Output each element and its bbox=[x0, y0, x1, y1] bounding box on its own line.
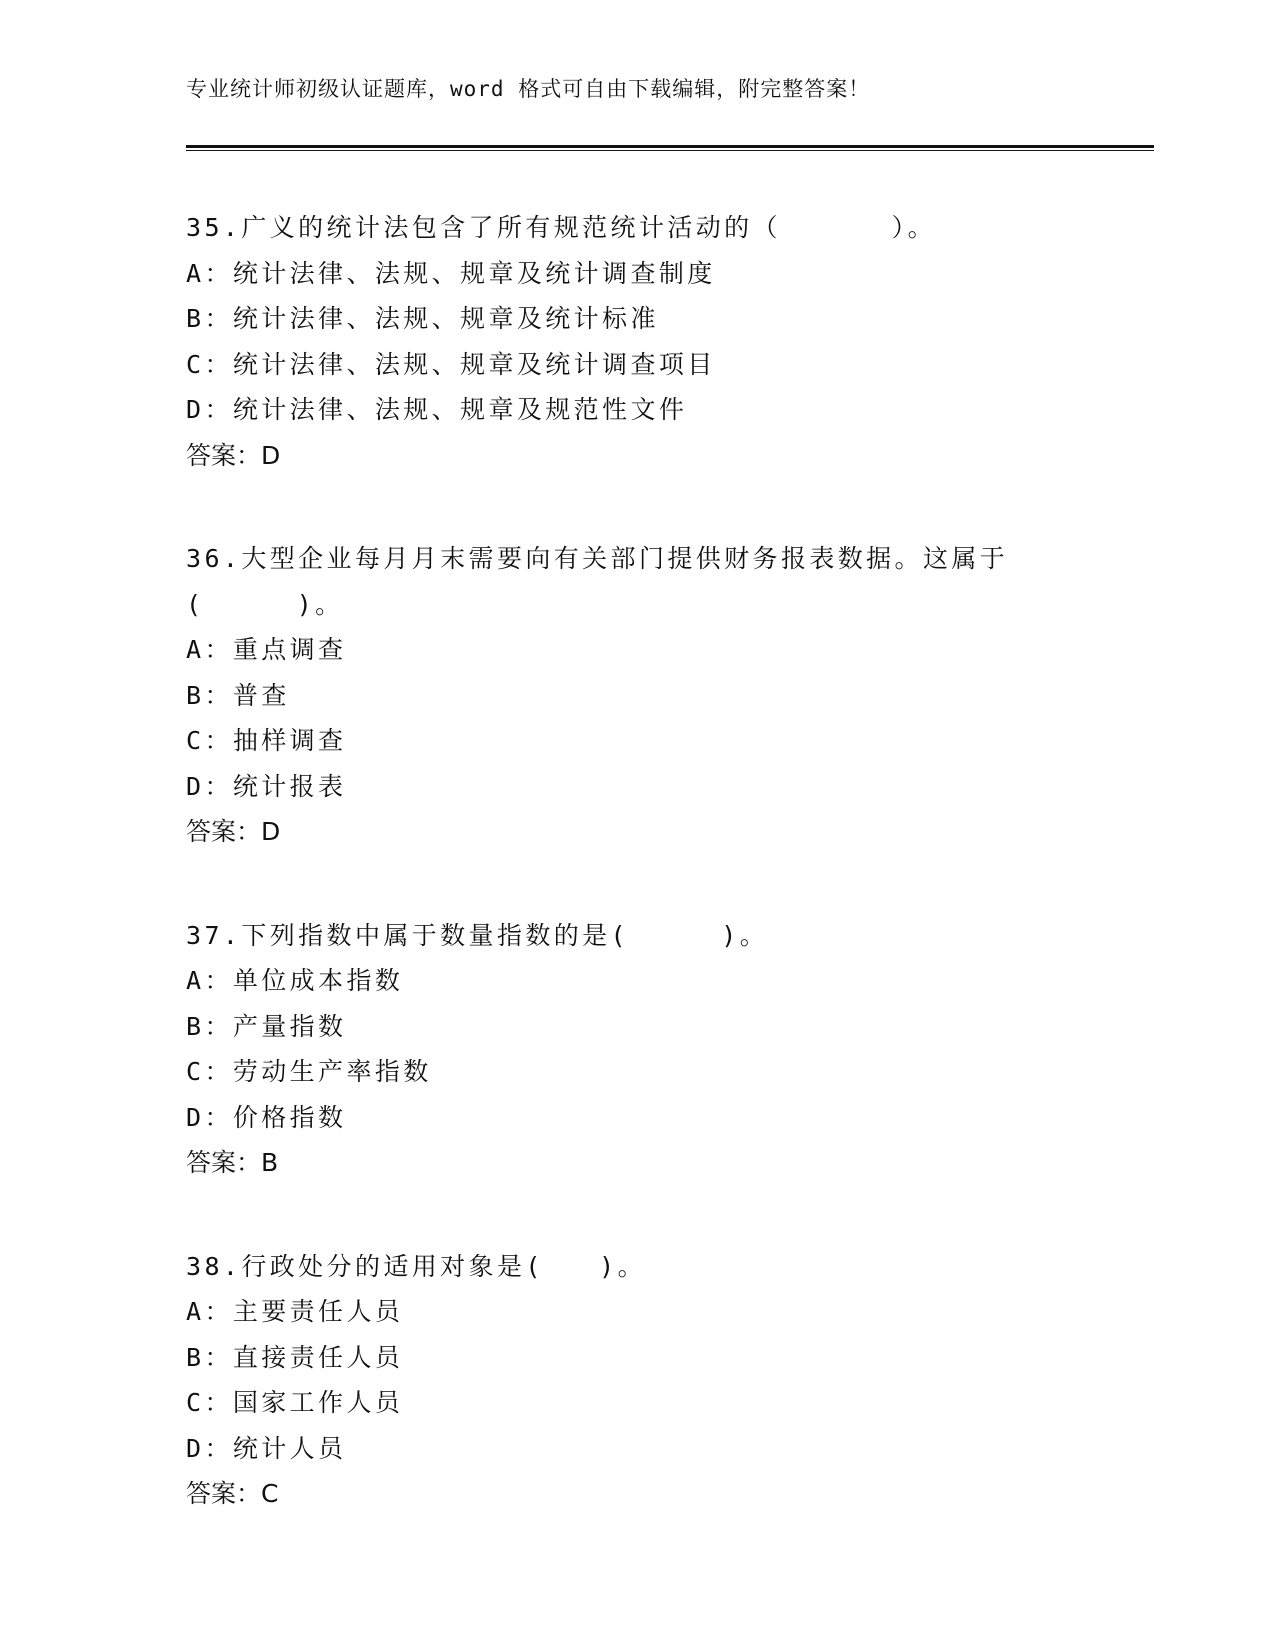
answer-option: A：统计法律、法规、规章及统计调查制度 bbox=[186, 258, 716, 288]
question-block bbox=[186, 913, 1086, 1186]
question-block bbox=[186, 1244, 1086, 1517]
answer-option: B：统计法律、法规、规章及统计标准 bbox=[186, 304, 659, 333]
header-divider bbox=[186, 145, 1154, 148]
answer-option: D：统计法律、法规、规章及规范性文件 bbox=[186, 395, 688, 424]
header-note: 专业统计师初级认证题库，word 格式可自由下载编辑，附完整答案！ bbox=[186, 77, 871, 101]
answer-key: 答案：D bbox=[186, 440, 281, 470]
header-divider-thin bbox=[186, 150, 1154, 151]
answer-option: C：劳动生产率指数 bbox=[186, 1057, 432, 1086]
answer-option: C：国家工作人员 bbox=[186, 1388, 404, 1417]
answer-key: 答案：D bbox=[186, 817, 281, 846]
answer-option: A：主要责任人员 bbox=[186, 1297, 404, 1326]
answer-option: D：统计报表 bbox=[186, 771, 347, 801]
answer-option: D：价格指数 bbox=[186, 1102, 347, 1132]
question-stem: 36.大型企业每月月末需要向有关部门提供财务报表数据。这属于 bbox=[186, 544, 1009, 573]
answer-option: A：重点调查 bbox=[186, 635, 347, 664]
question-block bbox=[186, 536, 1086, 855]
answer-option: B：产量指数 bbox=[186, 1011, 347, 1041]
answer-option: C：抽样调查 bbox=[186, 726, 347, 755]
answer-option: A：单位成本指数 bbox=[186, 966, 404, 995]
question-list bbox=[186, 205, 1086, 1575]
question-stem: 37.下列指数中属于数量指数的是( )。 bbox=[186, 920, 769, 950]
answer-option: B：直接责任人员 bbox=[186, 1342, 404, 1372]
question-stem: 35.广义的统计法包含了所有规范统计活动的（ ）。 bbox=[186, 213, 936, 242]
question-stem: ( )。 bbox=[186, 589, 344, 619]
question-stem: 38.行政处分的适用对象是( )。 bbox=[186, 1251, 647, 1281]
answer-option: C：统计法律、法规、规章及统计调查项目 bbox=[186, 349, 716, 379]
answer-option: D：统计人员 bbox=[186, 1433, 347, 1463]
answer-key: 答案：C bbox=[186, 1479, 279, 1508]
question-block bbox=[186, 205, 1086, 478]
answer-key: 答案：B bbox=[186, 1148, 279, 1177]
answer-option: B：普查 bbox=[186, 680, 290, 710]
